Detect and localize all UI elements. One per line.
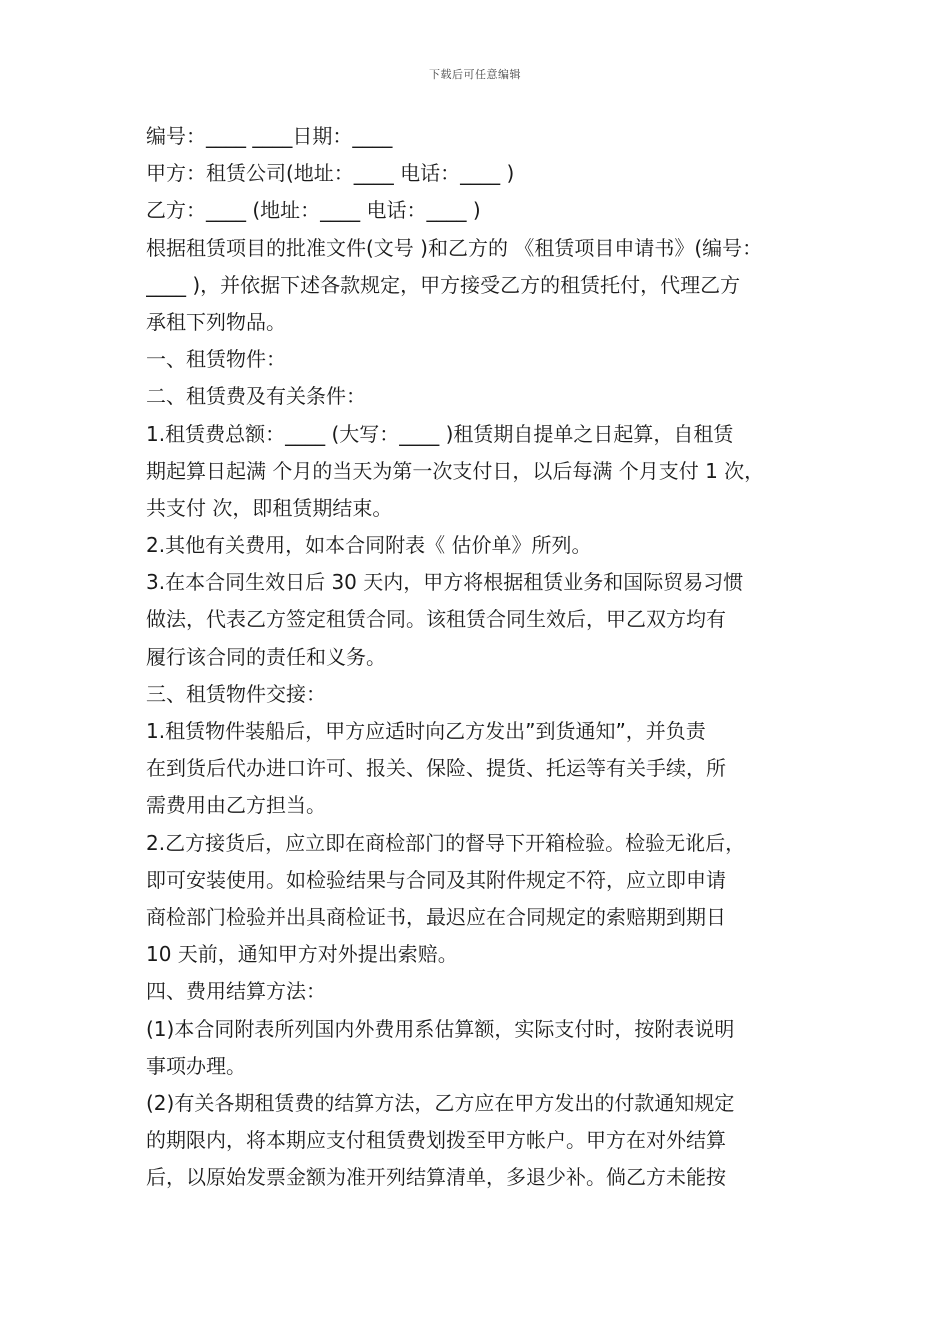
header-note: 下载后可任意编辑 (429, 68, 521, 81)
text-line: (2)有关各期租赁费的结算方法，乙方应在甲方发出的付款通知规定 (146, 1090, 735, 1115)
section-heading-1: 一、租赁物件： (146, 347, 286, 372)
text-line: 做法，代表乙方签定租赁合同。该租赁合同生效后，甲乙双方均有 (146, 607, 726, 632)
text-line: 履行该合同的责任和义务。 (146, 644, 386, 669)
text-line: ____ )，并依据下述各款规定，甲方接受乙方的租赁托付，代理乙方 (146, 272, 741, 297)
section-heading-2: 二、租赁费及有关条件： (146, 384, 366, 409)
text-line: 2.乙方接货后，应立即在商检部门的督导下开箱检验。检验无讹后， (146, 830, 746, 855)
text-line: 承租下列物品。 (146, 309, 286, 334)
section-heading-4: 四、费用结算方法： (146, 979, 326, 1004)
text-line: (1)本合同附表所列国内外费用系估算额，实际支付时，按附表说明 (146, 1016, 735, 1041)
text-line: 即可安装使用。如检验结果与合同及其附件规定不符，应立即申请 (146, 867, 726, 892)
text-line: 事项办理。 (146, 1053, 246, 1078)
text-line: 1.租赁费总额：____ (大写：____ )租赁期自提单之日起算，自租赁 (146, 421, 734, 446)
text-line: 期起算日起满 个月的当天为第一次支付日，以后每满 个月支付 1 次， (146, 458, 765, 483)
line-party-b: 乙方：____ (地址：____ 电话：____ ) (146, 198, 481, 223)
line-party-a: 甲方：租赁公司(地址：____ 电话：____ ) (146, 161, 515, 186)
text-line: 3.在本合同生效日后 30 天内，甲方将根据租赁业务和国际贸易习惯 (146, 570, 744, 595)
text-line: 根据租赁项目的批准文件(文号 )和乙方的 《租赁项目申请书》(编号： (146, 235, 763, 260)
text-line: 2.其他有关费用，如本合同附表《 估价单》所列。 (146, 533, 592, 558)
text-line: 的期限内，将本期应支付租赁费划拨至甲方帐户。甲方在对外结算 (146, 1128, 726, 1153)
text-line: 10 天前，通知甲方对外提出索赔。 (146, 942, 458, 967)
text-line: 需费用由乙方担当。 (146, 793, 326, 818)
text-line: 后，以原始发票金额为准开列结算清单，多退少补。倘乙方未能按 (146, 1165, 726, 1190)
text-line: 共支付 次，即租赁期结束。 (146, 495, 393, 520)
text-line: 1.租赁物件装船后，甲方应适时向乙方发出”到货通知”，并负责 (146, 719, 706, 743)
contract-body (146, 118, 814, 1196)
line-number-date: 编号：____ ____日期：____ (146, 124, 393, 148)
text-line: 商检部门检验并出具商检证书，最迟应在合同规定的索赔期到期日 (146, 904, 726, 929)
section-heading-3: 三、租赁物件交接： (146, 681, 326, 706)
text-line: 在到货后代办进口许可、报关、保险、提货、托运等有关手续，所 (146, 756, 726, 781)
